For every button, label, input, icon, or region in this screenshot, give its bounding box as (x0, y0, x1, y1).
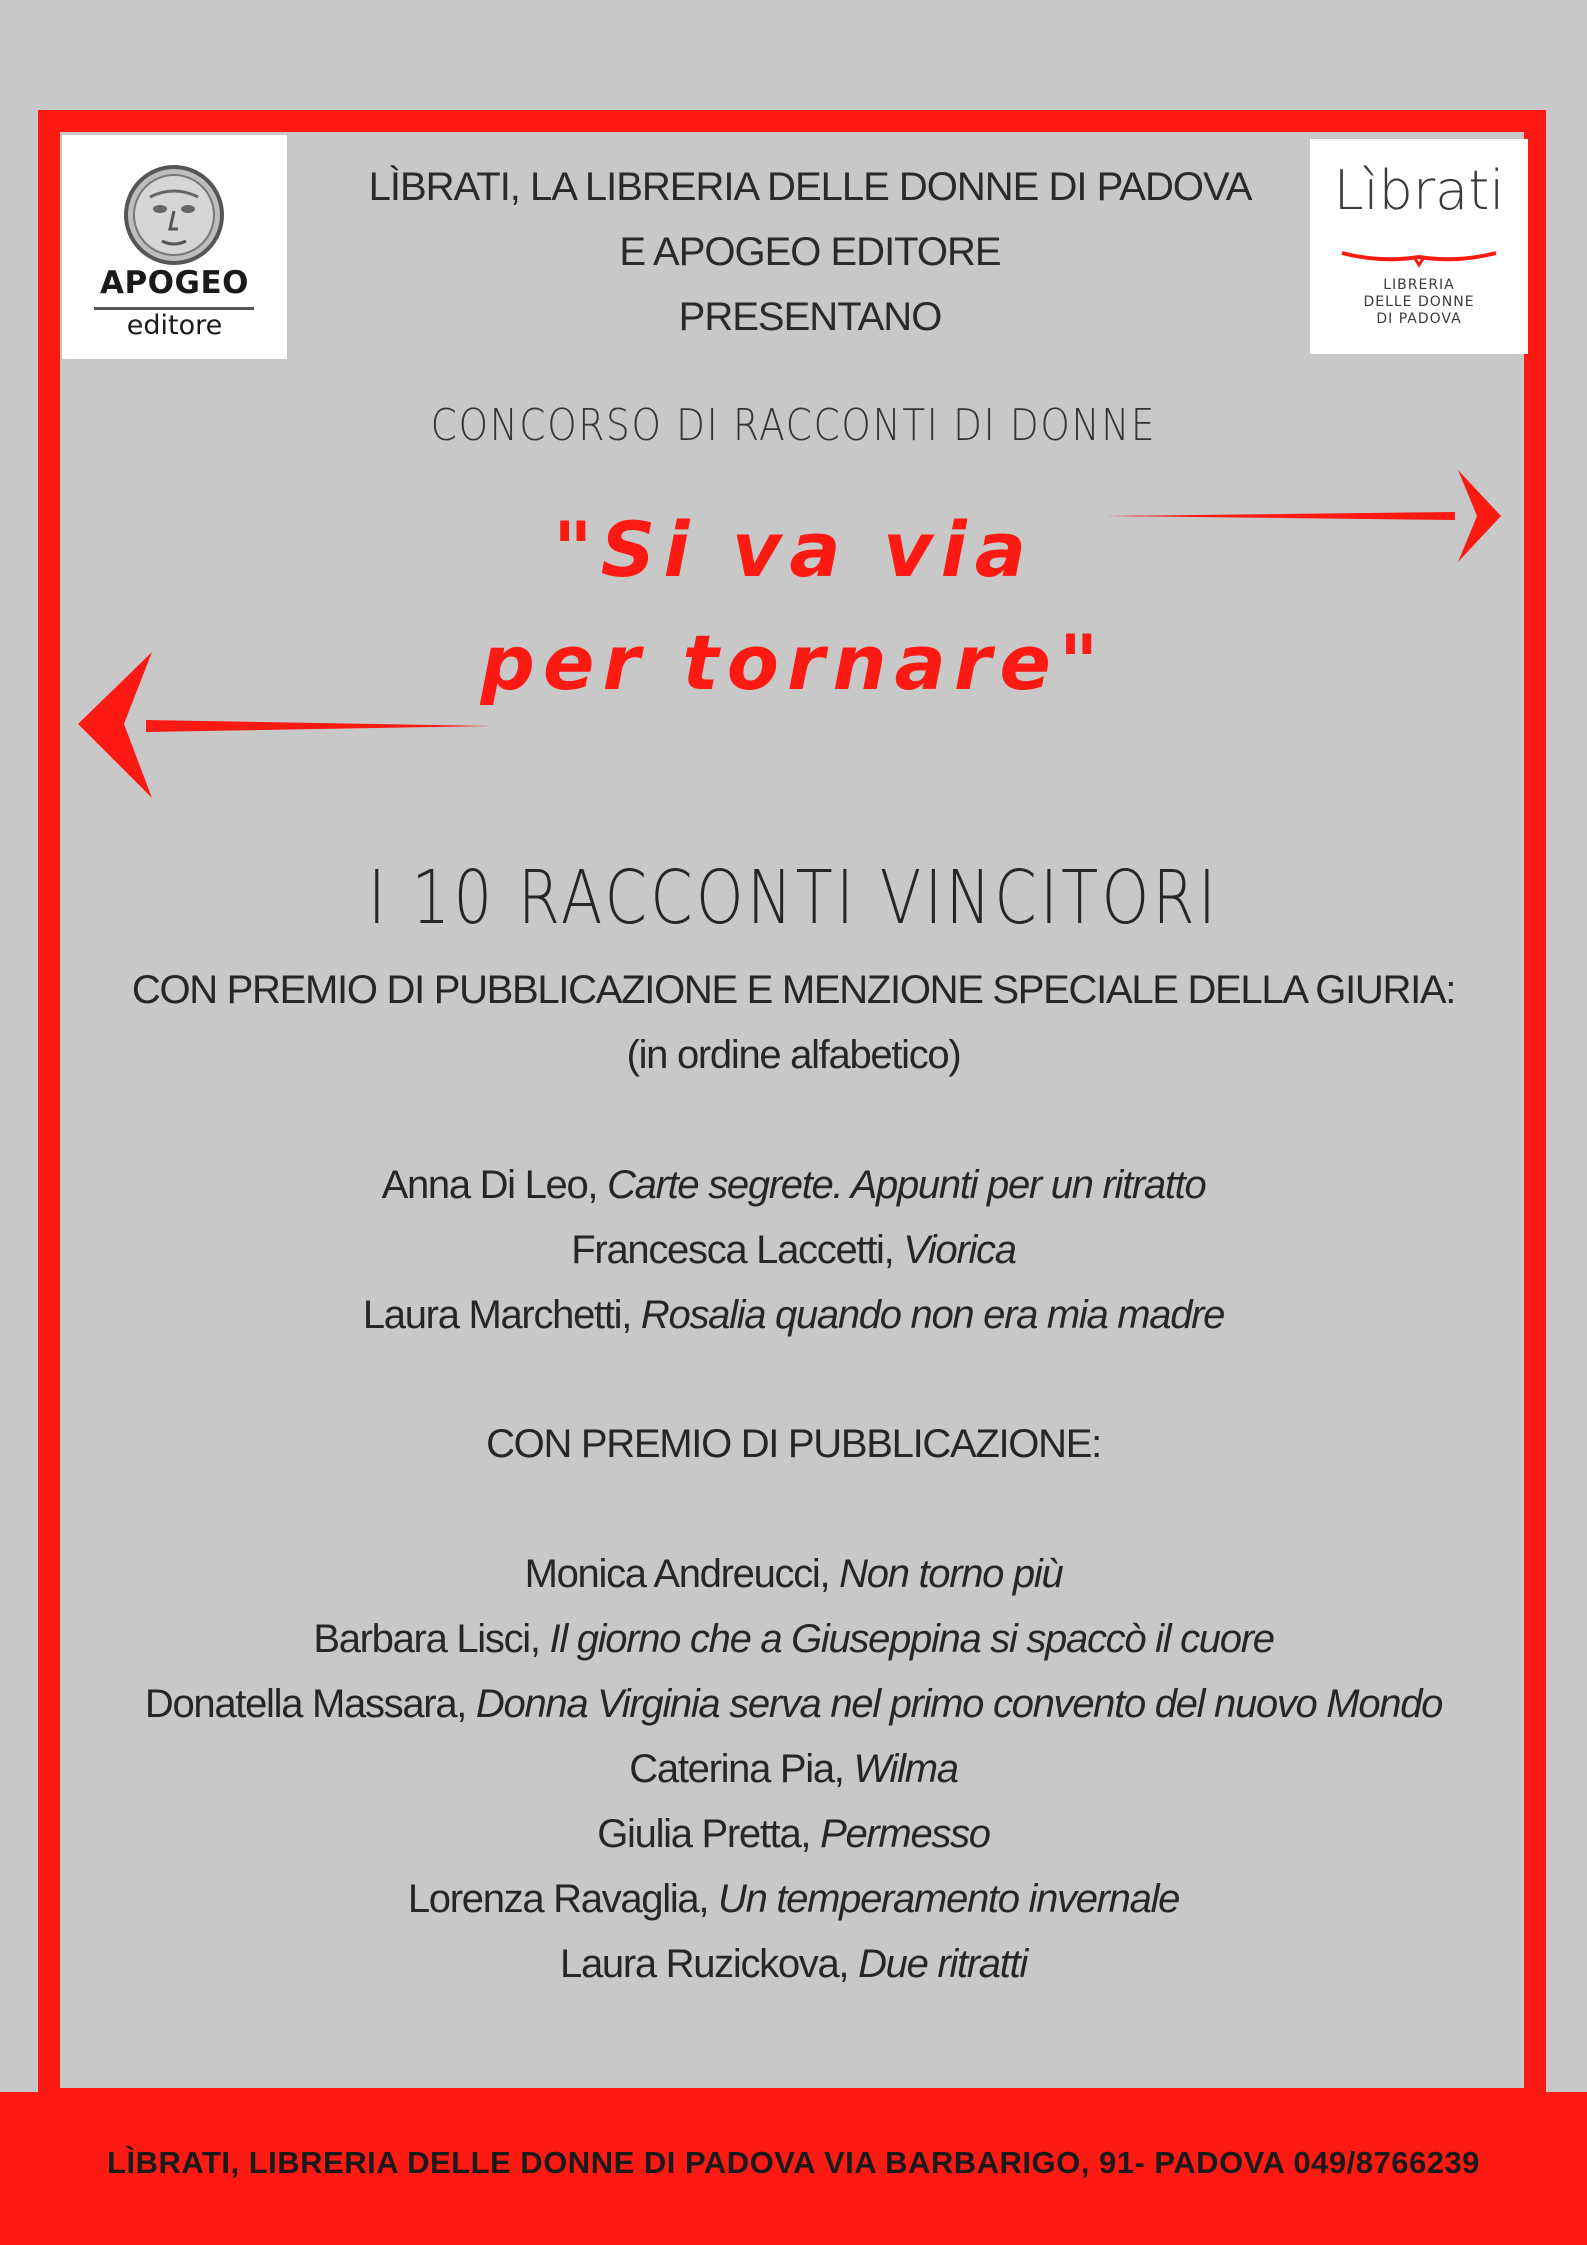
list-item: Barbara Lisci, Il giorno che a Giuseppina si spaccò il cuore (313, 1617, 1274, 1661)
header-line-2: E APOGEO EDITORE (619, 230, 1001, 274)
header-line-1: LÌBRATI, LA LIBRERIA DELLE DONNE DI PADOVA (368, 165, 1252, 209)
header-line-3: PRESENTANO (678, 295, 942, 339)
apogeo-logo-name: APOGEO (99, 265, 250, 301)
contest-title-line-1: "Si va via (552, 505, 1034, 594)
apogeo-logo (62, 135, 287, 359)
contest-title-line-2: per tornare" (480, 618, 1107, 707)
list-item: Laura Marchetti, Rosalia quando non era mia madre (362, 1293, 1225, 1337)
list-item: Laura Ruzickova, Due ritratti (560, 1942, 1027, 1986)
section2-label: CON PREMIO DI PUBBLICAZIONE: (486, 1422, 1101, 1466)
list-item: Monica Andreucci, Non torno più (524, 1552, 1063, 1596)
list-item: Anna Di Leo, Carte segrete. Appunti per un ritratto (381, 1163, 1206, 1207)
librati-logo-sub: LIBRERIA DELLE DONNE DI PADOVA (1363, 277, 1475, 327)
arrow-right-icon (1105, 468, 1505, 566)
list-item: Francesca Laccetti, Viorica (571, 1228, 1016, 1272)
list-item: Lorenza Ravaglia, Un temperamento invernale (407, 1877, 1180, 1921)
presenters-header (300, 155, 1320, 350)
apogeo-face-icon (122, 163, 227, 268)
apogeo-logo-sub: editore (126, 310, 223, 341)
librati-logo-name: Lìbrati (1333, 159, 1505, 222)
list-item: Donatella Massara, Donna Virginia serva nel primo convento del nuovo Mondo (144, 1682, 1443, 1726)
list-item: Caterina Pia, Wilma (629, 1747, 958, 1791)
librati-logo (1310, 139, 1528, 354)
book-icon (1340, 249, 1498, 271)
arrow-left-icon (78, 650, 492, 800)
list-item: Giulia Pretta, Permesso (597, 1812, 990, 1856)
footer-address: LÌBRATI, LIBRERIA DELLE DONNE DI PADOVA VIA BARBARIGO, 91- PADOVA 049/8766239 (107, 2145, 1480, 2180)
contest-label: CONCORSO DI RACCONTI DI DONNE (430, 400, 1157, 451)
section1-label: CON PREMIO DI PUBBLICAZIONE E MENZIONE SPECIALE DELLA GIURIA: (131, 968, 1456, 1012)
order-note: (in ordine alfabetico) (626, 1033, 961, 1077)
winners-heading: I 10 RACCONTI VINCITORI (367, 855, 1220, 941)
